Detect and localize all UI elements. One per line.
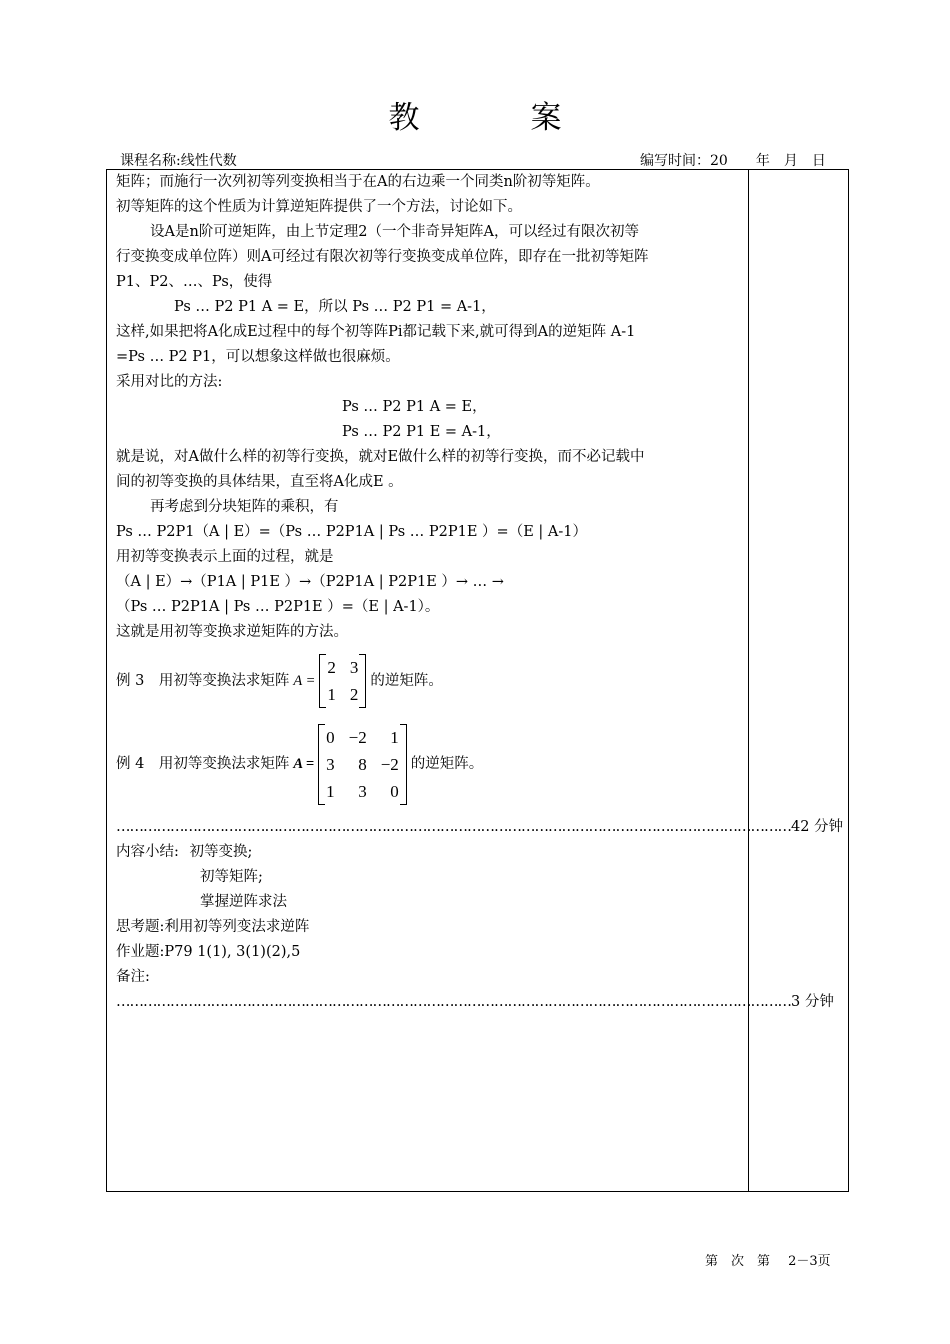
summary-label: 内容小结: (116, 844, 179, 860)
matrix-cell: 1 (326, 781, 335, 801)
dotted-leader: …………………………………………………………………………………………………………………………………… (116, 994, 791, 1010)
text-line: 矩阵；而施行一次列初等列变换相当于在A的右边乘一个同类n阶初等矩阵。 (116, 174, 600, 190)
formula-line: （A | E）→（P1A | P1E ）→（P2P1A | P2P1E ）→ … → (116, 574, 504, 590)
example-3-prefix: 例 3 用初等变换法求矩阵 (116, 672, 290, 689)
example-4-prefix: 例 4 用初等变换法求矩阵 (116, 755, 290, 772)
matrix-cell: 8 (358, 754, 367, 774)
text-line: 这就是用初等变换求逆矩阵的方法。 (116, 624, 348, 640)
example-4-suffix: 的逆矩阵。 (410, 755, 484, 772)
text-line: 采用对比的方法: (116, 374, 223, 390)
matrix-cell: 3 (358, 781, 367, 801)
formula-line: Ps … P2 P1 A = E， (342, 399, 487, 415)
matrix-cell: 1 (390, 727, 399, 747)
matrix-label: A = (293, 672, 316, 689)
matrix-label: A = (293, 755, 315, 772)
summary-line (116, 840, 742, 865)
example-4-matrix (318, 724, 407, 805)
text-line: 设A是n阶可逆矩阵，由上节定理2（一个非奇异矩阵A，可以经过有限次初等 (150, 224, 640, 240)
thinking-question: 思考题:利用初等列变法求逆阵 (116, 919, 310, 935)
formula-line: Ps … P2 P1 E = A-1， (342, 424, 501, 440)
formula-line: Ps … P2 P1 A = E，所以 Ps … P2 P1 = A-1， (174, 299, 496, 315)
matrix-cell: 1 (327, 685, 336, 704)
matrix-cell: 0 (390, 781, 399, 801)
formula-line: =Ps … P2 P1，可以想象这样做也很麻烦。 (116, 349, 400, 365)
page-title: 教 案 (388, 100, 602, 136)
dotted-leader: …………………………………………………………………………………………………………………………………… (116, 819, 791, 835)
matrix-cell: 0 (326, 727, 335, 747)
summary-item: 掌握逆阵求法 (200, 894, 287, 910)
matrix-cell: 2 (349, 685, 359, 704)
time-label: 42 分钟 (791, 819, 844, 835)
lesson-content (116, 170, 844, 1015)
matrix-cell: −2 (380, 754, 399, 774)
course-name: 课程名称:线性代数 (120, 153, 237, 169)
text-line: P1、P2、…、Ps，使得 (116, 274, 273, 290)
example-4 (116, 719, 742, 809)
notes: 备注: (116, 969, 150, 985)
example-3-suffix: 的逆矩阵。 (370, 672, 443, 689)
matrix-cell: −2 (348, 727, 367, 747)
summary-item: 初等变换; (189, 844, 253, 860)
text-line: 这样,如果把将A化成E过程中的每个初等阵Pi都记载下来,就可得到A的逆矩阵 A-1 (116, 324, 636, 340)
example-3-matrix (319, 654, 366, 708)
time-label: 3 分钟 (791, 994, 834, 1010)
matrix-cell: 3 (326, 754, 335, 774)
compile-date: 编写时间：20 年 月 日 (640, 153, 826, 169)
time-marker-1 (116, 815, 844, 840)
text-line: 就是说，对A做什么样的初等行变换，就对E做什么样的初等行变换，而不必记载中 (116, 449, 645, 465)
homework: 作业题:P79 1(1), 3(1)(2),5 (116, 944, 301, 960)
text-line: 用初等变换表示上面的过程，就是 (116, 549, 334, 565)
text-line: 初等矩阵的这个性质为计算逆矩阵提供了一个方法，讨论如下。 (116, 199, 522, 215)
formula-line: Ps … P2P1（A | E）=（Ps … P2P1A | Ps … P2P1E ）=（E | A-1） (116, 524, 587, 540)
text-line: 间的初等变换的具体结果，直至将A化成E 。 (116, 474, 403, 490)
matrix-cell: 3 (349, 658, 359, 677)
matrix-cell: 2 (327, 658, 336, 677)
time-marker-2 (116, 990, 834, 1015)
text-line: 再考虑到分块矩阵的乘积，有 (150, 499, 339, 515)
formula-line: （Ps … P2P1A | Ps … P2P1E ）=（E | A-1）。 (116, 599, 440, 615)
summary-item: 初等矩阵; (200, 869, 263, 885)
text-line: 行变换变成单位阵）则A可经过有限次初等行变换变成单位阵，即存在一批初等矩阵 (116, 249, 649, 265)
page-footer: 第 次 第 2－3页 (705, 1254, 831, 1269)
example-3 (116, 651, 742, 711)
